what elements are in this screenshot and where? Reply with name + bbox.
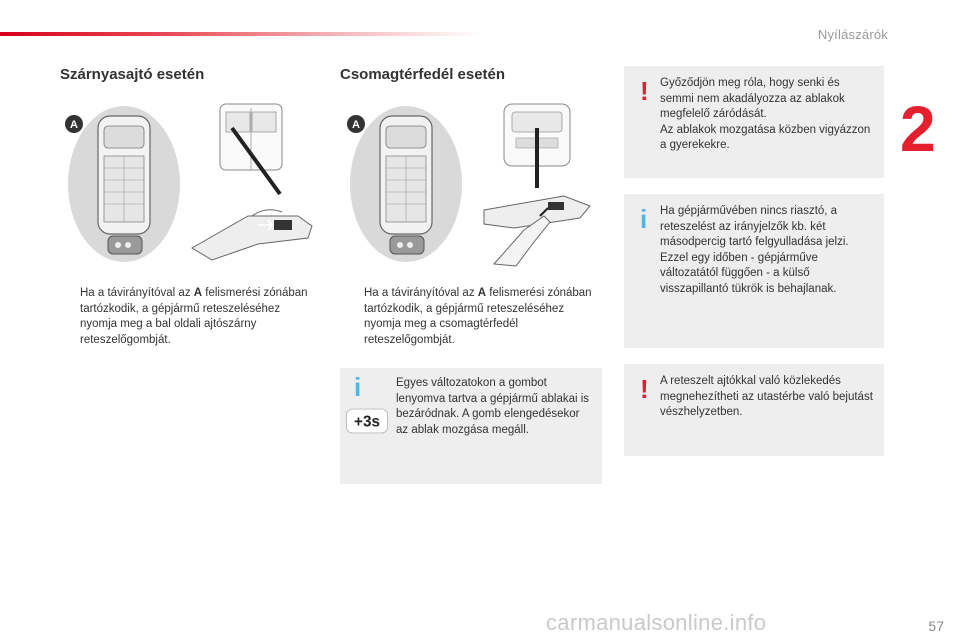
van-rear-view [220,104,282,194]
tailgate-illustration [344,98,602,268]
svg-text:A: A [352,119,360,131]
plus-three-seconds-label: +3s [354,413,380,431]
section-title-tailgate: Csomagtérfedél esetén [340,66,506,83]
page-number: 57 [928,618,944,634]
middle-instruction-marker: A [477,287,487,299]
wing-door-illustration [62,98,320,268]
watermark: carmanualsonline.info [546,610,767,635]
info-note-text: Ha gépjárművében nincs riasztó, a reteszelést az irányjelzők kb. két másodpercig tartó felgyulladása jelzi. Ezzel egy időben - gépjárműve változatától függően - a külső visszapillantó tükrök is behajlanak. [660,205,849,295]
svg-text:A: A [70,119,78,131]
warning-icon: ! [640,374,649,404]
warning-note-emergency [624,364,884,456]
van-top-view [380,116,432,234]
warning-note-text: A reteszelt ajtókkal való közlekedés megnehezítheti az utastérbe való bejutást vészhelyzetben. [660,375,873,418]
chapter-number: 2 [900,93,936,165]
info-icon: i [640,204,648,234]
header-accent-bar [0,32,480,36]
middle-instruction-prefix: Ha a távirányítóval az [364,287,478,299]
info-note-text: Egyes változatokon a gombot lenyomva tartva a gépjármű ablakai is bezáródnak. A gomb elengedésekor az ablak mozgása megáll. [396,377,590,436]
van-rear-tailgate-view [504,104,570,188]
hand-pressing-tailgate-button [484,196,590,266]
key-fob-icon [108,236,142,254]
plus-three-seconds-icon [346,408,388,434]
warning-icon: ! [640,76,649,106]
middle-instruction-suffix: felismerési zónában tartózkodik, a gépjármű reteszeléséhez nyomja meg a csomagtérfedél reteszelőgombját. [364,287,592,346]
van-top-view [98,116,150,234]
warning-note-text: Győződjön meg róla, hogy senki és semmi nem akadályozza az ablakok megfelelő záródását. Az ablakok mozgatása közben vigyázzon a gyerekekre. [660,77,871,151]
left-instruction [80,286,312,348]
hand-pressing-handle [192,210,312,260]
left-instruction-marker: A [193,287,203,299]
info-note-windows [340,368,602,484]
warning-note-obstruction [624,66,884,178]
info-icon: i [354,372,362,402]
info-note-alarm [624,194,884,348]
section-title-wing-door: Szárnyasajtó esetén [60,66,205,83]
left-instruction-prefix: Ha a távirányítóval az [80,287,194,299]
middle-instruction [364,286,594,348]
chapter-title: Nyílászárók [817,27,888,42]
key-fob-icon [390,236,424,254]
left-instruction-suffix: felismerési zónában tartózkodik, a gépjármű reteszeléséhez nyomja meg a bal oldali ajtószárny reteszelőgombját. [80,287,308,346]
